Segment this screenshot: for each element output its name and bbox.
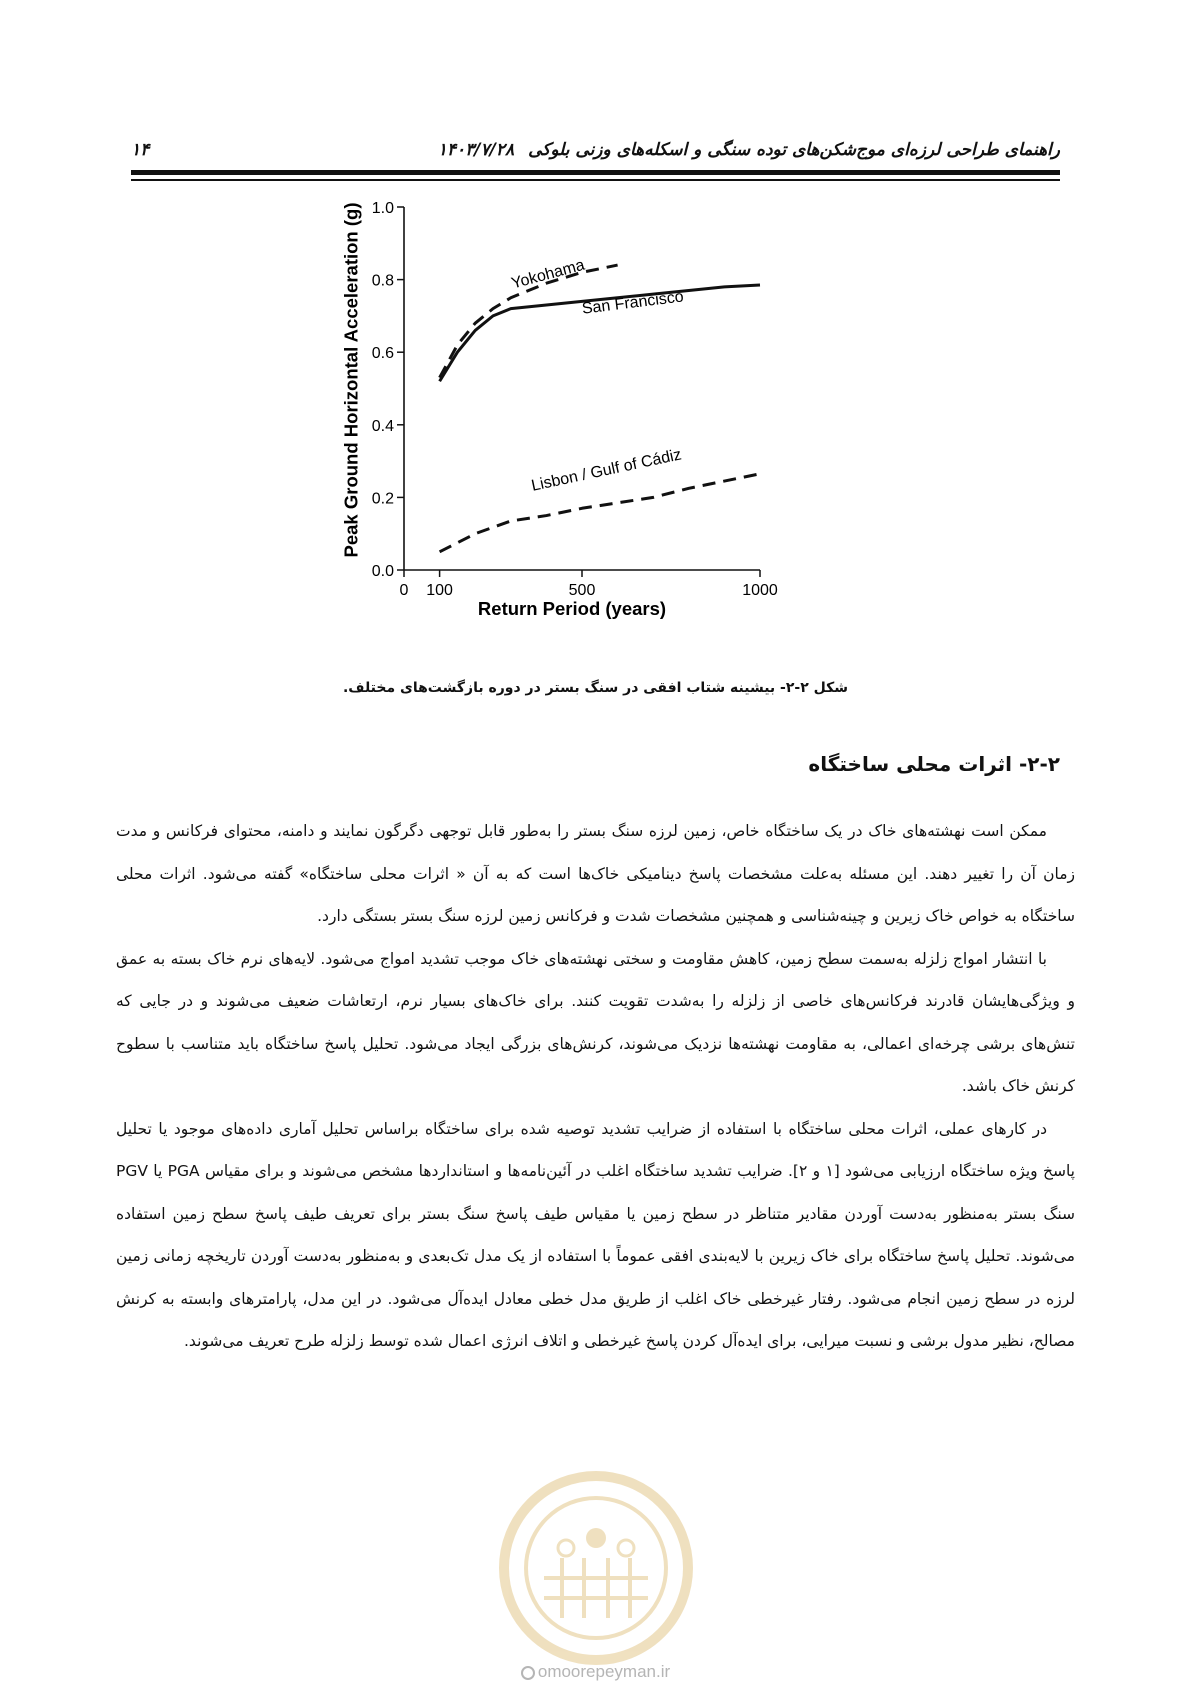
running-head-title: راهنمای طراحی لرزه‌ای موج‌شکن‌های توده سنگی و اسکله‌های وزنی بلوکی <box>528 140 1060 160</box>
x-axis-label: Return Period (years) <box>477 598 667 619</box>
y-axis-label: Peak Ground Horizontal Acceleration (g) <box>340 202 362 558</box>
series-label: Yokohama <box>509 256 587 293</box>
body-text <box>116 810 1075 1363</box>
watermark-seal <box>466 1468 726 1618</box>
y-tick-label: 0.2 <box>371 490 394 508</box>
y-tick-label: 0.0 <box>371 563 394 580</box>
header-rule-thick <box>131 170 1060 175</box>
x-tick-label: 0 <box>399 582 409 599</box>
y-tick-label: 0.4 <box>371 417 394 435</box>
chart <box>340 200 840 670</box>
y-tick-label: 0.8 <box>371 272 394 290</box>
x-tick-label: 1000 <box>742 582 778 599</box>
series-label: San Francisco <box>581 288 685 318</box>
x-tick-label: 100 <box>426 582 453 599</box>
running-head-date: ۱۴۰۳/۷/۲۸ <box>437 140 515 160</box>
x-tick-label: 500 <box>568 582 596 599</box>
page-number: ۱۴ <box>131 140 150 160</box>
figure-return-period-chart <box>340 200 840 670</box>
paragraph: ممکن است نهشته‌های خاک در یک ساختگاه خاص، زمین لرزه سنگ بستر را به‌طور قابل توجهی دگرگون نمایند و دامنه، محتوای فرکانس و مدت زمان آن را تغییر دهند. این مسئله به‌علت مشخصات پاسخ دینامیکی خاک‌ها است که به آن « اثرات محلی ساختگاه» گفته می‌شود. اثرات محلی ساختگاه به خواص خاک زیرین و چینه‌شناسی و همچنین مشخصات شدت و فرکانس زمین لرزه سنگ بستر بستگی دارد. <box>116 822 1075 925</box>
section-heading: ۲-۲- اثرات محلی ساختگاه <box>808 752 1060 776</box>
series-label: Lisbon / Gulf of Cádiz <box>529 446 684 495</box>
page-header <box>131 128 1060 160</box>
figure-caption: شکل ۲-۲- بیشینه شتاب افقی در سنگ بستر در دوره بازگشت‌های مختلف. <box>342 680 849 696</box>
y-tick-label: 1.0 <box>371 200 394 217</box>
header-rule-thin <box>131 179 1060 181</box>
watermark-url-text: omoorepeyman.ir <box>537 1662 671 1681</box>
series-line <box>440 474 760 552</box>
y-tick-label: 0.6 <box>371 345 394 363</box>
paragraph: در کارهای عملی، اثرات محلی ساختگاه با استفاده از ضرایب تشدید توصیه شده برای ساختگاه براساس تحلیل آماری داده‌های موجود یا تحلیل پاسخ ویژه ساختگاه ارزیابی می‌شود [۱ و ۲]. ضرایب تشدید ساختگاه اغلب در آئین‌نامه‌ها و استانداردها مشخص می‌شوند و برای مقیاس PGA یا PGV سنگ بستر به‌منظور به‌دست آوردن مقادیر متناظر در سطح زمین یا مقیاس طیف پاسخ سنگ بستر برای تعریف طیف پاسخ سطح زمین استفاده می‌شوند. تحلیل پاسخ ساختگاه برای خاک زیرین با لایه‌بندی افقی عموماً با استفاده از یک مدل تک‌بعدی و به‌منظور به‌دست آوردن تاریخچه زمانی زمین لرزه در سطح زمین انجام می‌شود. رفتار غیرخطی خاک اغلب از طریق مدل خطی معادل ایده‌آل می‌شود. در این مدل، پارامترهای وابسته به کرنش مصالح، نظیر مدول برشی و نسبت میرایی، برای ایده‌آل کردن پاسخ غیرخطی و اتلاف انرژی اعمال شده توسط زلزله طرح تعریف می‌شوند. <box>116 1119 1076 1350</box>
running-head <box>438 140 1060 160</box>
watermark-url <box>0 1662 1191 1682</box>
at-icon <box>521 1666 535 1680</box>
paragraph: با انتشار امواج زلزله به‌سمت سطح زمین، کاهش مقاومت و سختی نهشته‌های خاک موجب تشدید امواج می‌شود. لایه‌های نرم خاک بسته به عمق و ویژگی‌هایشان قادرند فرکانس‌های خاصی از زلزله را به‌شدت تقویت کنند. برای خاک‌های بسیار نرم، ارتعاشات ضعیف می‌شوند و در جایی که تنش‌های برشی چرخه‌ای اعمالی، به مقاومت نهشته‌ها نزدیک می‌شوند، کرنش‌های بزرگی ایجاد می‌شود. تحلیل پاسخ ساختگاه باید متناسب با سطوح کرنش خاک باشد. <box>116 949 1075 1095</box>
